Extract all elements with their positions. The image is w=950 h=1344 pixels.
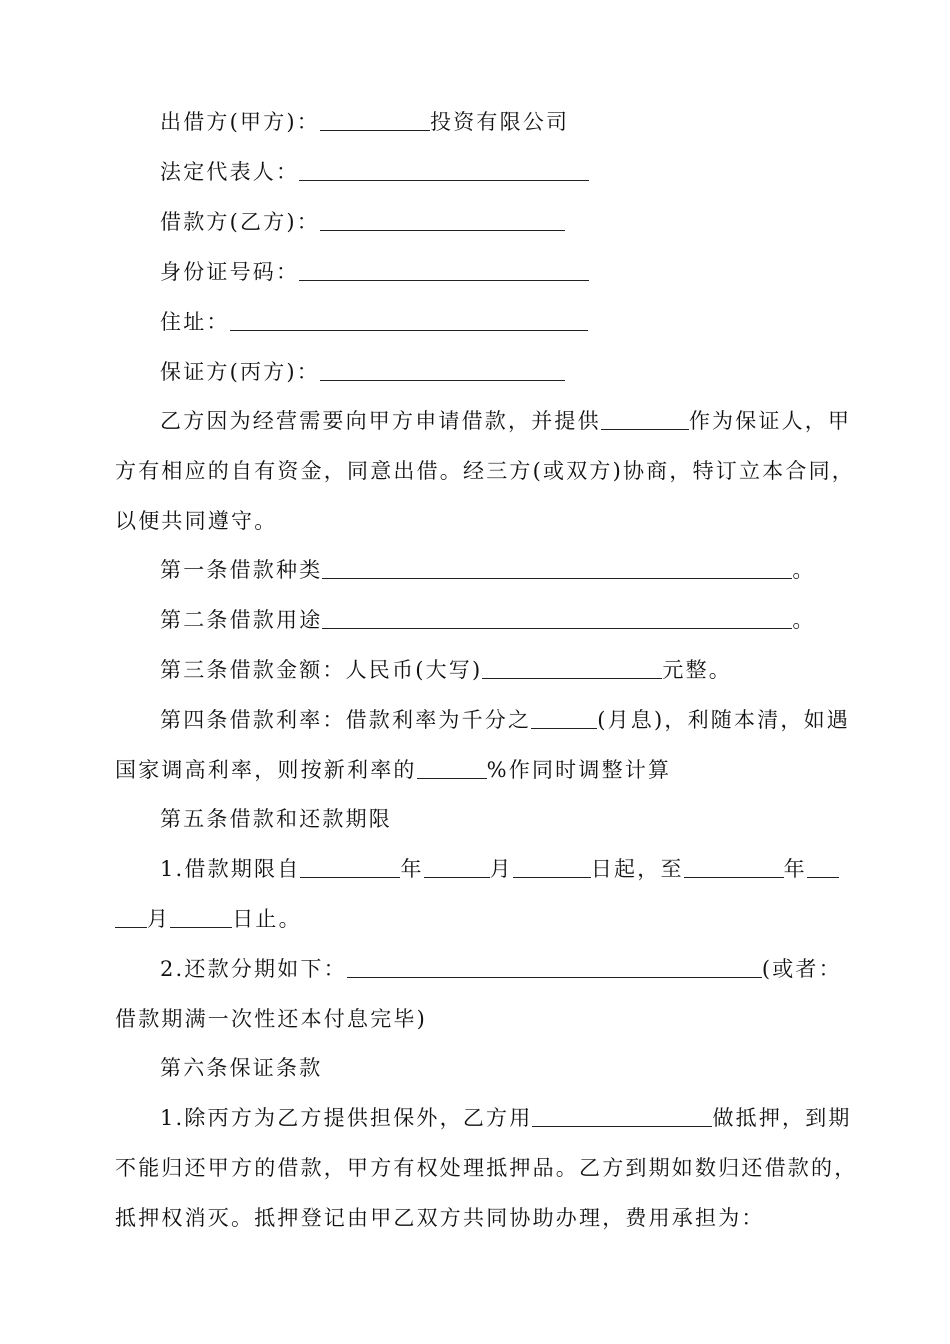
article-4-line-2 [115, 755, 840, 785]
loan-purpose-blank [322, 608, 792, 629]
start-month-unit: 月 [489, 857, 513, 881]
lender-suffix: 投资有限公司 [430, 110, 570, 134]
article-4-text-2: (月息)，利随本清，如遇 [597, 708, 850, 732]
id-number-blank [299, 260, 589, 281]
preamble-text-1: 乙方因为经营需要向甲方申请借款，并提供 [160, 409, 601, 433]
collateral-text-4: 抵押权消灭。抵押登记由甲乙双方共同协助办理，费用承担为： [115, 1206, 765, 1230]
collateral-text-1: 1.除丙方为乙方提供担保外，乙方用 [160, 1106, 533, 1130]
address-label: 住址： [160, 310, 230, 334]
installment-label: 2.还款分期如下： [160, 957, 347, 981]
collateral-text-2: 做抵押，到期 [712, 1106, 852, 1130]
loan-amount-blank [482, 658, 662, 679]
article-4-line-1 [160, 705, 850, 735]
article-3-end: 元整。 [662, 658, 732, 682]
preamble-line-2 [115, 456, 855, 486]
article-1-line [160, 555, 840, 585]
id-number-line [160, 257, 840, 287]
borrower-label: 借款方(乙方)： [160, 210, 320, 234]
borrower-line [160, 207, 840, 237]
start-year-unit: 年 [400, 857, 424, 881]
term-from-label: 1.借款期限自 [160, 857, 301, 881]
collateral-text-3: 不能归还甲方的借款，甲方有权处理抵押品。乙方到期如数归还借款的， [115, 1156, 858, 1180]
article-1-end: 。 [792, 558, 816, 582]
article-5-heading [160, 804, 840, 834]
article-6-item-1-line-1 [160, 1103, 852, 1133]
article-5-title: 第五条借款和还款期限 [160, 807, 392, 831]
installment-blank [347, 957, 762, 978]
address-line [160, 307, 840, 337]
lender-label: 出借方(甲方)： [160, 110, 320, 134]
id-number-label: 身份证号码： [160, 260, 300, 284]
interest-rate-blank [531, 708, 597, 729]
new-rate-blank [417, 758, 487, 779]
installment-alt-text-2: 借款期满一次性还本付息完毕) [115, 1007, 427, 1031]
collateral-blank [532, 1106, 712, 1127]
article-3-line [160, 655, 840, 685]
article-4-text-4: %作同时调整计算 [486, 758, 672, 782]
guarantor-line [160, 357, 840, 387]
article-6-item-1-line-3 [115, 1203, 840, 1233]
guarantor-name-blank [601, 409, 689, 430]
end-year-blank [684, 857, 784, 878]
term-end-text: 日止。 [232, 907, 302, 931]
article-3-label: 第三条借款金额：人民币(大写) [160, 658, 483, 682]
end-day-blank [170, 907, 232, 928]
article-1-label: 第一条借款种类 [160, 558, 323, 582]
installment-alt-text-1: (或者： [761, 957, 842, 981]
start-month-blank [424, 857, 490, 878]
legal-rep-label: 法定代表人： [160, 160, 300, 184]
start-day-blank [513, 857, 591, 878]
legal-rep-line [160, 157, 840, 187]
article-5-item-1-line-2 [115, 904, 840, 934]
article-5-item-1-line-1 [160, 854, 840, 884]
article-4-text-1: 第四条借款利率：借款利率为千分之 [160, 708, 532, 732]
address-blank [230, 310, 588, 331]
article-2-end: 。 [792, 608, 816, 632]
start-year-blank [300, 857, 400, 878]
article-6-heading [160, 1053, 840, 1083]
article-5-item-2-line-2 [115, 1004, 840, 1034]
lender-name-blank [320, 110, 430, 131]
term-to-label: 日起，至 [590, 857, 684, 881]
preamble-text-4: 以便共同遵守。 [115, 509, 278, 533]
legal-rep-blank [299, 160, 589, 181]
preamble-line-1 [160, 406, 852, 436]
article-6-item-1-line-2 [115, 1153, 858, 1183]
end-month-unit: 月 [147, 907, 171, 931]
guarantor-blank [320, 360, 565, 381]
article-2-line [160, 605, 840, 635]
guarantor-label: 保证方(丙方)： [160, 360, 320, 384]
article-6-title: 第六条保证条款 [160, 1056, 323, 1080]
lender-line [160, 107, 840, 137]
end-year-unit: 年 [783, 857, 807, 881]
end-month-blank-part-1 [807, 857, 839, 878]
loan-type-blank [322, 558, 792, 579]
borrower-blank [320, 210, 565, 231]
article-5-item-2-line-1 [160, 954, 840, 984]
end-month-blank-part-2 [115, 907, 147, 928]
article-2-label: 第二条借款用途 [160, 608, 323, 632]
preamble-text-3: 方有相应的自有资金，同意出借。经三方(或双方)协商，特订立本合同， [115, 459, 855, 483]
preamble-line-3 [115, 506, 840, 536]
article-4-text-3: 国家调高利率，则按新利率的 [115, 758, 417, 782]
preamble-text-2: 作为保证人，甲 [688, 409, 852, 433]
